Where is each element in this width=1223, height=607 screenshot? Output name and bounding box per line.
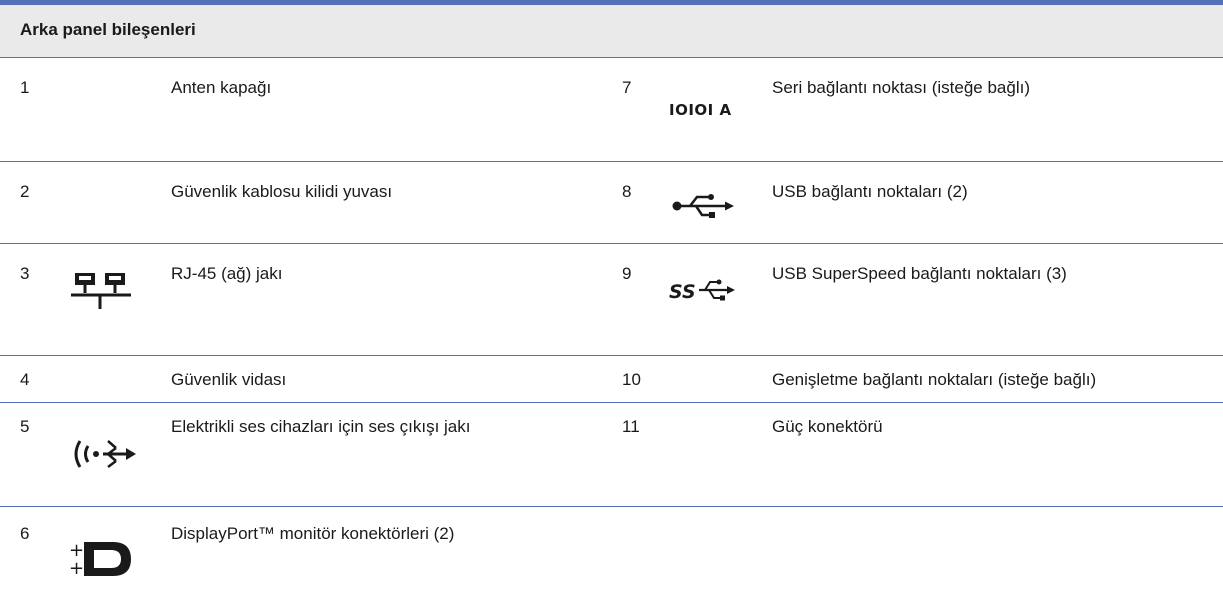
audio-out-icon [70,437,136,471]
item-number: 3 [20,264,30,283]
usb-superspeed-icon [669,277,735,303]
table-title: Arka panel bileşenleri [20,20,196,39]
item-description: DisplayPort™ monitör konektörleri (2) [171,524,455,543]
item-description: Anten kapağı [171,78,272,97]
table-row [0,403,1223,507]
item-description: Güç konektörü [772,417,883,436]
table-row [0,244,1223,356]
item-description: Güvenlik kablosu kilidi yuvası [171,182,393,201]
table-header [0,5,1223,58]
table-row [0,162,1223,244]
item-description: Elektrikli ses cihazları için ses çıkışı jakı [171,417,471,436]
svg-text:+: + [69,558,85,578]
item-description: USB bağlantı noktaları (2) [772,182,968,201]
table-row [0,58,1223,162]
item-number: 6 [20,524,30,543]
item-number: 10 [622,370,641,389]
network-icon [69,271,133,313]
item-number: 11 [622,417,640,436]
svg-text:+: + [69,540,85,561]
item-number: 8 [622,182,632,201]
table-row [0,356,1223,403]
item-number: 5 [20,417,30,436]
item-description: USB SuperSpeed bağlantı noktaları (3) [772,264,1067,283]
svg-text:SS: SS [669,281,696,303]
table-row [0,507,1223,607]
item-number: 2 [20,182,30,201]
item-number: 4 [20,370,30,389]
item-number: 1 [20,78,30,97]
item-description: Genişletme bağlantı noktaları (isteğe bağlı) [772,370,1097,389]
item-description: RJ-45 (ağ) jakı [171,264,283,283]
item-description: Güvenlik vidası [171,370,287,389]
displayport-icon [69,540,135,578]
item-number: 7 [622,78,632,97]
item-number: 9 [622,264,632,283]
item-description: Seri bağlantı noktası (isteğe bağlı) [772,78,1030,97]
serial-port-icon: IOIOI A [669,101,732,119]
usb-icon [672,192,734,220]
